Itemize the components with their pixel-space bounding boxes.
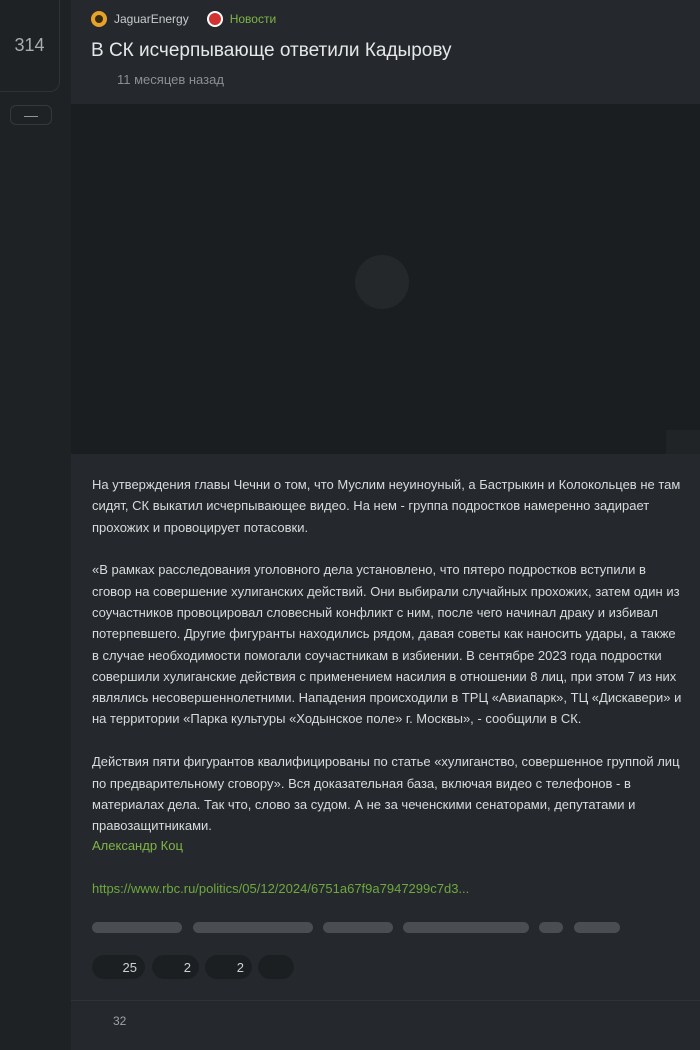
post-time: 11 месяцев назад xyxy=(117,72,224,87)
more-button[interactable] xyxy=(258,955,294,979)
divider xyxy=(71,1000,700,1001)
community-avatar-icon[interactable] xyxy=(207,11,223,27)
post-paragraph: На утверждения главы Чечни о том, что Муслим неуиноуный, а Бастрыкин и Колокольцев не там сидят, СК выкатил исчерпывающее видео. На нем - группа подростков намеренно задирает прохожих и провоцирует потасовки. xyxy=(92,477,681,535)
minus-icon: — xyxy=(24,107,38,123)
source-link[interactable]: https://www.rbc.ru/politics/05/12/2024/6751a67f9a7947299c7d3... xyxy=(92,881,470,896)
community-name[interactable]: Новости xyxy=(229,12,277,26)
video-player[interactable] xyxy=(71,104,700,454)
tag-chip[interactable] xyxy=(539,922,563,933)
tag-chip[interactable] xyxy=(574,922,620,933)
author-avatar-icon[interactable] xyxy=(91,11,107,27)
signature-link[interactable]: Александр Коц xyxy=(92,838,183,853)
rating-score[interactable] xyxy=(0,0,60,92)
tag-chip[interactable] xyxy=(323,922,393,933)
post-title[interactable]: В СК исчерпывающе ответили Кадырову xyxy=(91,40,452,61)
post-paragraph: Действия пяти фигурантов квалифицированы по статье «хулиганство, совершенное группой лиц по предварительному сговору». Вся доказательная база, включая видео с телефонов - в материалах дела. Так что, слово за судом. А не за чеченскими сенаторами, депутатами и правозащитниками. xyxy=(92,754,680,834)
post-meta xyxy=(91,8,276,30)
post-card xyxy=(71,0,700,1050)
rating-value: 314 xyxy=(14,35,45,55)
tag-chip[interactable] xyxy=(403,922,529,933)
shares-count: 2 xyxy=(236,959,244,975)
author-name[interactable]: JaguarEnergy xyxy=(114,12,189,26)
comments-count: 25 xyxy=(122,959,137,975)
share-button[interactable] xyxy=(205,955,252,979)
play-icon[interactable] xyxy=(355,255,409,309)
saves-count: 2 xyxy=(183,959,191,975)
post-body xyxy=(92,474,682,858)
video-corner xyxy=(666,430,700,454)
tag-chip[interactable] xyxy=(193,922,313,933)
footer-comments-count[interactable]: 32 xyxy=(113,1014,127,1028)
save-button[interactable] xyxy=(152,955,199,979)
post-paragraph: «В рамках расследования уголовного дела установлено, что пятеро подростков вступили в сговор на совершение хулиганских действий. Они выбирали случайных прохожих, затем один из соучастников провоцировал словесный конфликт с ним, после чего начинал драку и избивал потерпевшего. Другие фигуранты находились рядом, давая советы как наносить удары, а также в случае необходимости помогали соучастникам в избиении. В сентябре 2023 года подростки совершили хулиганские действия с применением насилия в отношении 8 лиц, при этом 7 из них являлись несовершеннолетними. Нападения происходили в ТРЦ «Авиапарк», ТЦ «Дискавери» и на территории «Парка культуры «Ходынское поле» г. Москвы», - сообщили в СК. xyxy=(92,562,682,727)
comments-button[interactable] xyxy=(92,955,145,979)
downvote-button[interactable] xyxy=(10,105,52,125)
tag-chip[interactable] xyxy=(92,922,182,933)
rating-rail xyxy=(0,0,62,1050)
